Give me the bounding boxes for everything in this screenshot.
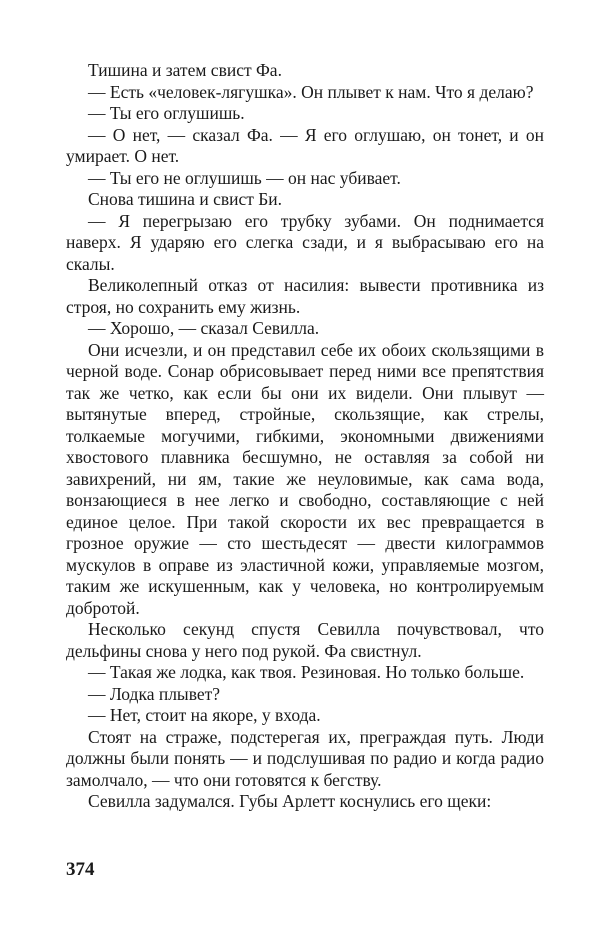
paragraph: Несколько секунд спустя Севилла почувствовал, что дельфины снова у него под рукой. Фа свистнул. [66, 619, 544, 661]
paragraph: — Нет, стоит на якоре, у входа. [88, 705, 321, 725]
paragraph: — Ты его не оглушишь — он нас убивает. [88, 167, 401, 188]
paragraph: — О нет, — сказал Фа. — Я его оглушаю, он тонет, и он умирает. О нет. [66, 124, 544, 166]
paragraph: — Лодка плывет? [88, 683, 221, 704]
paragraph: Они исчезли, и он представил себе их обоих скользящими в черной воде. Сонар обрисовывает перед ними все препятствия так же четко, как если бы они их видели. Они плывут — вытянутые вперед, стройные, скользящие, как стрелы, толкаемые могучими, гибкими, экономными движениями хвостового плавника бесшумно, не оставляя за собой ни завихрений, ни ям, такие же неуловимые, как сама вода, вонзающиеся в нее легко и свободно, составляющие с ней единое целое. При такой скорости их вес превращается в грозное оружие — сто шестьдесят — двести килограммов мускулов в оправе из эластичной кожи, управляемые мозгом, таким же искушенным, как у человека, но контролируемым добротой. [66, 339, 544, 618]
paragraph: — Есть «человек-лягушка». Он плывет к нам. Что я делаю? [88, 81, 534, 102]
page-text [66, 60, 544, 813]
paragraph: Тишина и затем свист Фа. [88, 60, 282, 80]
page-number: 374 [66, 859, 95, 880]
paragraph: — Такая же лодка, как твоя. Резиновая. Но только больше. [88, 662, 525, 682]
paragraph: Севилла задумался. Губы Арлетт коснулись его щеки: [88, 791, 492, 811]
paragraph: — Я перегрызаю его трубку зубами. Он поднимается наверх. Я ударяю его слегка сзади, и я выбрасываю его на скалы. [66, 210, 544, 274]
paragraph: Снова тишина и свист Би. [88, 189, 283, 209]
paragraph: Стоят на страже, подстерегая их, преграждая путь. Люди должны были понять — и подслушивая по радио и когда радио замолчало, — что они готовятся к бегству. [66, 726, 544, 790]
paragraph: Великолепный отказ от насилия: вывести противника из строя, но сохранить ему жизнь. [66, 275, 544, 317]
paragraph: — Хорошо, — сказал Севилла. [88, 318, 320, 338]
paragraph: — Ты его оглушишь. [88, 103, 245, 123]
